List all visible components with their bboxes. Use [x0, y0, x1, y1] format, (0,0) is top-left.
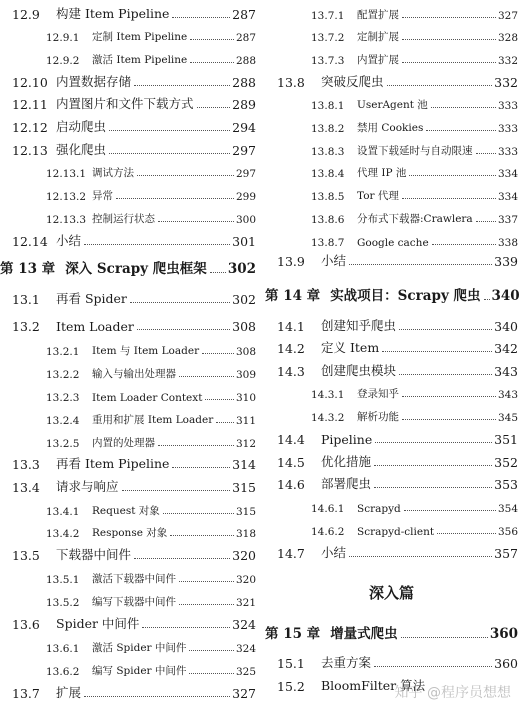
toc-entry-title: 激活下载器中间件	[92, 573, 176, 585]
toc-entry-number: 第 13 章	[0, 261, 56, 277]
toc-entry-title: 去重方案	[321, 655, 372, 670]
toc-entry-title: 内置图片和文件下载方式	[56, 96, 194, 111]
toc-entry-number: 12.13	[12, 143, 48, 158]
toc-entry[interactable]	[311, 231, 518, 249]
toc-entry[interactable]	[12, 316, 256, 334]
toc-entry-title: 强化爬虫	[56, 142, 107, 157]
toc-leader-dots	[404, 509, 496, 511]
toc-leader-dots	[484, 298, 490, 300]
toc-entry-title: 定制 Item Pipeline	[92, 31, 188, 43]
toc-page-number: 339	[494, 254, 518, 269]
toc-leader-dots	[109, 129, 230, 131]
toc-entry-title: 小结	[321, 253, 347, 268]
toc-entry[interactable]	[12, 477, 256, 495]
toc-page-number: 353	[494, 477, 518, 492]
toc-entry-title: Spider 中间件	[56, 616, 140, 631]
toc-leader-dots	[399, 373, 492, 375]
toc-entry-number: 13.6.2	[46, 666, 80, 678]
toc-entry[interactable]	[46, 49, 256, 67]
toc-entry-number: 12.14	[12, 234, 48, 249]
toc-entry[interactable]	[311, 117, 518, 135]
toc-entry-title: UserAgent 池	[357, 99, 428, 111]
toc-entry[interactable]	[46, 386, 256, 404]
toc-entry[interactable]	[311, 49, 518, 67]
toc-entry[interactable]	[277, 543, 518, 561]
toc-entry-title: 优化措施	[321, 454, 372, 469]
toc-entry-number: 12.9.2	[46, 55, 80, 67]
toc-chapter-entry[interactable]	[265, 286, 518, 304]
toc-page-number: 345	[497, 412, 518, 424]
toc-entry[interactable]	[277, 474, 518, 492]
toc-entry-title: 编写下载器中间件	[92, 596, 176, 608]
toc-entry-title: Request 对象	[92, 505, 160, 517]
toc-entry-title: 深入 Scrapy 爬虫框架	[65, 261, 207, 277]
toc-page-number: 354	[497, 503, 518, 515]
toc-page-number: 334	[497, 168, 518, 180]
toc-entry[interactable]	[311, 94, 518, 112]
toc-entry-number: 13.8.2	[311, 123, 345, 135]
toc-entry[interactable]	[277, 72, 518, 90]
toc-page-number: 315	[235, 506, 256, 518]
toc-entry-number: 第 14 章	[265, 288, 321, 304]
toc-entry-number: 13.2.2	[46, 369, 80, 381]
toc-entry-title: 登录知乎	[357, 388, 399, 400]
toc-entry-title: 分布式下载器:Crawlera	[357, 213, 473, 225]
toc-entry-title: 控制运行状态	[92, 213, 155, 225]
toc-leader-dots	[84, 695, 230, 697]
toc-leader-dots	[431, 106, 496, 108]
toc-page-number: 320	[232, 548, 256, 563]
toc-entry-title: Tor 代理	[357, 190, 399, 202]
toc-entry[interactable]	[46, 660, 256, 678]
toc-entry-title: 重用和扩展 Item Loader	[92, 414, 214, 426]
toc-leader-dots	[109, 152, 230, 154]
toc-leader-dots	[402, 418, 496, 420]
toc-leader-dots	[402, 61, 496, 63]
toc-entry[interactable]	[311, 497, 518, 515]
toc-entry-title: 创建知乎爬虫	[321, 318, 397, 333]
toc-leader-dots	[402, 197, 496, 199]
toc-leader-dots	[210, 271, 226, 273]
toc-entry-title: 下载器中间件	[56, 547, 132, 562]
toc-leader-dots	[84, 243, 230, 245]
toc-entry[interactable]	[12, 545, 256, 563]
toc-page-number: 315	[232, 480, 256, 495]
toc-leader-dots	[172, 466, 230, 468]
toc-entry-title: Response 对象	[92, 527, 168, 539]
toc-entry-number: 12.9	[12, 7, 40, 22]
toc-leader-dots	[375, 441, 492, 443]
part-heading: 深入篇	[368, 584, 414, 602]
toc-entry[interactable]	[12, 4, 256, 22]
toc-entry[interactable]	[46, 26, 256, 44]
toc-page-number: 288	[232, 75, 256, 90]
toc-entry-number: 13.6	[12, 617, 40, 632]
toc-entry[interactable]	[46, 522, 256, 540]
toc-entry-number: 13.4.2	[46, 528, 80, 540]
toc-leader-dots	[122, 489, 231, 491]
toc-entry-number: 12.12	[12, 120, 48, 135]
toc-entry-title: 设置下载延时与自动限速	[357, 145, 473, 157]
watermark-text: 知乎 @程序员想想	[394, 685, 511, 701]
toc-entry[interactable]	[46, 568, 256, 586]
toc-entry-number: 13.2.5	[46, 438, 80, 450]
toc-entry-number: 12.13.2	[46, 191, 87, 203]
toc-entry-title: 启动爬虫	[56, 119, 107, 134]
toc-entry-title: Scrapyd-client	[357, 526, 435, 538]
toc-entry-title: 再看 Spider	[56, 291, 127, 306]
toc-entry[interactable]	[46, 432, 256, 450]
toc-entry-number: 13.2.1	[46, 346, 80, 358]
toc-entry-title: 创建爬虫模块	[321, 363, 397, 378]
toc-page-number: 342	[494, 341, 518, 356]
toc-entry-title: Item Loader	[56, 319, 134, 334]
toc-entry-number: 14.7	[277, 546, 305, 561]
toc-leader-dots	[399, 328, 492, 330]
toc-entry[interactable]	[12, 289, 256, 307]
toc-page-number: 314	[232, 457, 256, 472]
toc-entry[interactable]	[311, 140, 518, 158]
toc-entry[interactable]	[311, 520, 518, 538]
toc-page-number: 340	[491, 288, 520, 304]
toc-leader-dots	[476, 220, 496, 222]
toc-entry-number: 13.4.1	[46, 506, 80, 518]
toc-entry[interactable]	[277, 653, 518, 671]
toc-page-number: 352	[494, 455, 518, 470]
toc-entry[interactable]	[12, 614, 256, 632]
toc-entry-number: 12.11	[12, 97, 48, 112]
toc-entry-title: 激活 Spider 中间件	[92, 642, 187, 654]
toc-entry[interactable]	[46, 185, 256, 203]
toc-leader-dots	[179, 603, 234, 605]
toc-page-number: 288	[235, 55, 256, 67]
toc-page-number: 287	[235, 32, 256, 44]
toc-entry[interactable]	[311, 208, 518, 226]
toc-entry[interactable]	[12, 683, 256, 701]
toc-leader-dots	[137, 328, 230, 330]
toc-leader-dots	[134, 84, 230, 86]
toc-entry-title: 禁用 Cookies	[357, 122, 424, 134]
toc-entry-title: Item Loader Context	[92, 392, 203, 404]
toc-entry-number: 12.13.1	[46, 168, 87, 180]
toc-leader-dots	[190, 38, 234, 40]
toc-entry[interactable]	[311, 26, 518, 44]
toc-entry-number: 14.1	[277, 319, 305, 334]
toc-entry[interactable]	[12, 140, 256, 158]
toc-page-number: 311	[235, 415, 256, 427]
toc-entry-title: 突破反爬虫	[321, 74, 384, 89]
toc-entry-number: 14.6.2	[311, 526, 345, 538]
toc-leader-dots	[374, 464, 492, 466]
toc-entry-title: 编写 Spider 中间件	[92, 665, 187, 677]
toc-page-number: 308	[235, 346, 256, 358]
toc-entry-number: 13.7.2	[311, 32, 345, 44]
toc-leader-dots	[437, 532, 496, 534]
toc-page-number: 333	[497, 100, 518, 112]
toc-entry[interactable]	[311, 4, 518, 22]
toc-entry[interactable]	[311, 406, 518, 424]
toc-entry[interactable]	[12, 454, 256, 472]
toc-entry-title: 配置扩展	[357, 9, 399, 21]
toc-entry-number: 13.5.1	[46, 574, 80, 586]
toc-leader-dots	[402, 395, 496, 397]
toc-page-number: 357	[494, 546, 518, 561]
toc-entry-number: 13.9	[277, 254, 305, 269]
toc-leader-dots	[476, 152, 496, 154]
toc-leader-dots	[158, 220, 234, 222]
toc-page-number: 333	[497, 123, 518, 135]
toc-page-number: 360	[489, 626, 518, 642]
toc-entry[interactable]	[46, 500, 256, 518]
toc-entry-title: 代理 IP 池	[357, 167, 407, 179]
toc-entry[interactable]	[46, 340, 256, 358]
toc-entry-title: 内置数据存储	[56, 74, 132, 89]
toc-page-number: 308	[232, 319, 256, 334]
toc-leader-dots	[374, 486, 492, 488]
toc-page-number: 299	[235, 191, 256, 203]
toc-entry-title: 输入与输出处理器	[92, 368, 176, 380]
toc-page-number: 333	[497, 146, 518, 158]
toc-page-number: 338	[497, 237, 518, 249]
toc-page-number: 360	[494, 656, 518, 671]
toc-entry-number: 13.5	[12, 548, 40, 563]
toc-leader-dots	[387, 84, 493, 86]
toc-entry-number: 13.8	[277, 75, 305, 90]
toc-leader-dots	[137, 174, 234, 176]
toc-leader-dots	[170, 534, 234, 536]
toc-page-number: 310	[235, 392, 256, 404]
toc-entry-number: 12.10	[12, 75, 48, 90]
toc-entry-number: 第 15 章	[265, 626, 321, 642]
toc-leader-dots	[432, 243, 496, 245]
toc-entry[interactable]	[277, 361, 518, 379]
toc-entry-number: 12.9.1	[46, 32, 80, 44]
toc-page-number: 289	[232, 97, 256, 112]
toc-page-number: 325	[235, 666, 256, 678]
toc-entry-title: 解析功能	[357, 411, 399, 423]
toc-entry-number: 14.4	[277, 432, 305, 447]
toc-page-number: 328	[497, 32, 518, 44]
toc-entry-number: 14.3	[277, 364, 305, 379]
toc-leader-dots	[190, 61, 234, 63]
toc-entry-number: 13.8.4	[311, 168, 345, 180]
toc-leader-dots	[402, 16, 496, 18]
toc-page-number: 337	[497, 214, 518, 226]
toc-leader-dots	[189, 672, 234, 674]
toc-leader-dots	[142, 626, 230, 628]
toc-entry-title: 小结	[56, 233, 82, 248]
toc-entry-title: Pipeline	[321, 432, 373, 447]
toc-page-number: 320	[235, 574, 256, 586]
toc-leader-dots	[382, 350, 492, 352]
toc-page-number: 312	[235, 438, 256, 450]
toc-page-number: 294	[232, 120, 256, 135]
toc-entry-number: 13.8.7	[311, 237, 345, 249]
toc-entry-number: 13.8.1	[311, 100, 345, 112]
toc-page-number: 327	[497, 10, 518, 22]
toc-entry-number: 14.5	[277, 455, 305, 470]
toc-entry-title: 部署爬虫	[321, 476, 372, 491]
toc-page-number: 343	[497, 389, 518, 401]
toc-entry-title: Google cache	[357, 237, 429, 249]
toc-entry-title: 实战项目：Scrapy 爬虫	[330, 288, 481, 304]
toc-entry-number: 13.7	[12, 686, 40, 701]
toc-entry[interactable]	[12, 231, 256, 249]
toc-page-number: 321	[235, 597, 256, 609]
toc-page-number: 324	[235, 643, 256, 655]
toc-entry[interactable]	[277, 251, 518, 269]
toc-entry-title: 扩展	[56, 685, 82, 700]
toc-leader-dots	[402, 38, 496, 40]
toc-page-number: 302	[232, 292, 256, 307]
toc-entry-title: 定义 Item	[321, 340, 380, 355]
toc-page-number: 351	[494, 432, 518, 447]
toc-entry[interactable]	[311, 162, 518, 180]
toc-leader-dots	[349, 555, 492, 557]
toc-entry-title: BloomFilter 算法	[321, 678, 426, 693]
toc-entry-number: 13.3	[12, 457, 40, 472]
toc-leader-dots	[349, 263, 492, 265]
toc-entry[interactable]	[12, 94, 256, 112]
toc-entry-number: 14.3.2	[311, 412, 345, 424]
toc-entry[interactable]	[46, 363, 256, 381]
toc-chapter-entry[interactable]	[0, 259, 256, 277]
toc-entry-title: 再看 Item Pipeline	[56, 456, 170, 471]
toc-entry-number: 13.1	[12, 292, 40, 307]
toc-page-number: 302	[227, 261, 256, 277]
toc-entry-title: 小结	[321, 545, 347, 560]
toc-entry[interactable]	[12, 117, 256, 135]
toc-entry-title: 请求与响应	[56, 479, 119, 494]
toc-entry-title: 增量式爬虫	[330, 626, 398, 642]
toc-page-number: 334	[497, 191, 518, 203]
toc-entry-number: 13.2.3	[46, 392, 80, 404]
toc-leader-dots	[172, 16, 230, 18]
toc-leader-dots	[426, 129, 496, 131]
toc-entry-number: 15.2	[277, 679, 305, 694]
toc-leader-dots	[179, 375, 234, 377]
toc-entry-number: 13.4	[12, 480, 40, 495]
toc-entry-number: 13.2.4	[46, 415, 80, 427]
toc-leader-dots	[163, 512, 234, 514]
toc-leader-dots	[205, 398, 234, 400]
toc-entry[interactable]	[277, 338, 518, 356]
toc-entry[interactable]	[46, 637, 256, 655]
toc-entry-number: 13.2	[12, 319, 40, 334]
toc-leader-dots	[374, 665, 492, 667]
toc-entry-title: 异常	[92, 190, 113, 202]
toc-page-number: 327	[232, 686, 256, 701]
toc-entry-title: Scrapyd	[357, 503, 401, 515]
toc-entry-number: 14.6.1	[311, 503, 345, 515]
toc-page-number: 340	[494, 319, 518, 334]
toc-page-number: 332	[494, 75, 518, 90]
toc-page-number: 332	[497, 55, 518, 67]
toc-chapter-entry[interactable]	[265, 624, 518, 642]
toc-entry[interactable]	[46, 409, 256, 427]
toc-entry-number: 13.8.3	[311, 146, 345, 158]
toc-entry-number: 13.6.1	[46, 643, 80, 655]
toc-entry-number: 13.8.5	[311, 191, 345, 203]
toc-entry-title: Item 与 Item Loader	[92, 345, 200, 357]
toc-entry[interactable]	[311, 383, 518, 401]
toc-entry-title: 调试方法	[92, 167, 134, 179]
toc-leader-dots	[401, 636, 488, 638]
toc-leader-dots	[202, 352, 234, 354]
toc-page-number: 324	[232, 617, 256, 632]
toc-entry[interactable]	[277, 429, 518, 447]
toc-page-number: 318	[235, 528, 256, 540]
toc-entry[interactable]	[46, 208, 256, 226]
toc-leader-dots	[216, 421, 234, 423]
toc-page-number: 297	[235, 168, 256, 180]
toc-entry-number: 13.7.3	[311, 55, 345, 67]
toc-leader-dots	[197, 106, 231, 108]
toc-entry-title: 内置扩展	[357, 54, 399, 66]
toc-entry-number: 14.6	[277, 477, 305, 492]
toc-entry-number: 12.13.3	[46, 214, 87, 226]
toc-leader-dots	[116, 197, 234, 199]
toc-entry-number: 15.1	[277, 656, 305, 671]
toc-entry-number: 13.8.6	[311, 214, 345, 226]
toc-entry-number: 14.3.1	[311, 389, 345, 401]
toc-entry[interactable]	[277, 316, 518, 334]
toc-page-number: 301	[232, 234, 256, 249]
toc-page-number: 343	[494, 364, 518, 379]
toc-page-number: 287	[232, 7, 256, 22]
toc-leader-dots	[134, 557, 230, 559]
toc-entry-title: 定制扩展	[357, 31, 399, 43]
toc-entry[interactable]	[311, 185, 518, 203]
toc-leader-dots	[409, 174, 496, 176]
toc-entry-number: 13.5.2	[46, 597, 80, 609]
toc-leader-dots	[158, 444, 234, 446]
toc-entry-number: 14.2	[277, 341, 305, 356]
toc-leader-dots	[130, 301, 230, 303]
toc-entry-number: 13.7.1	[311, 10, 345, 22]
toc-entry-title: 构建 Item Pipeline	[56, 6, 170, 21]
toc-page-number: 300	[235, 214, 256, 226]
toc-page-number: 309	[235, 369, 256, 381]
toc-leader-dots	[179, 580, 234, 582]
toc-leader-dots	[189, 649, 234, 651]
toc-entry[interactable]	[277, 452, 518, 470]
toc-entry[interactable]	[46, 591, 256, 609]
toc-page-number: 356	[497, 526, 518, 538]
toc-page-number: 297	[232, 143, 256, 158]
toc-entry[interactable]	[46, 162, 256, 180]
toc-entry-title: 激活 Item Pipeline	[92, 54, 188, 66]
toc-entry-title: 内置的处理器	[92, 437, 155, 449]
toc-entry[interactable]	[12, 72, 256, 90]
